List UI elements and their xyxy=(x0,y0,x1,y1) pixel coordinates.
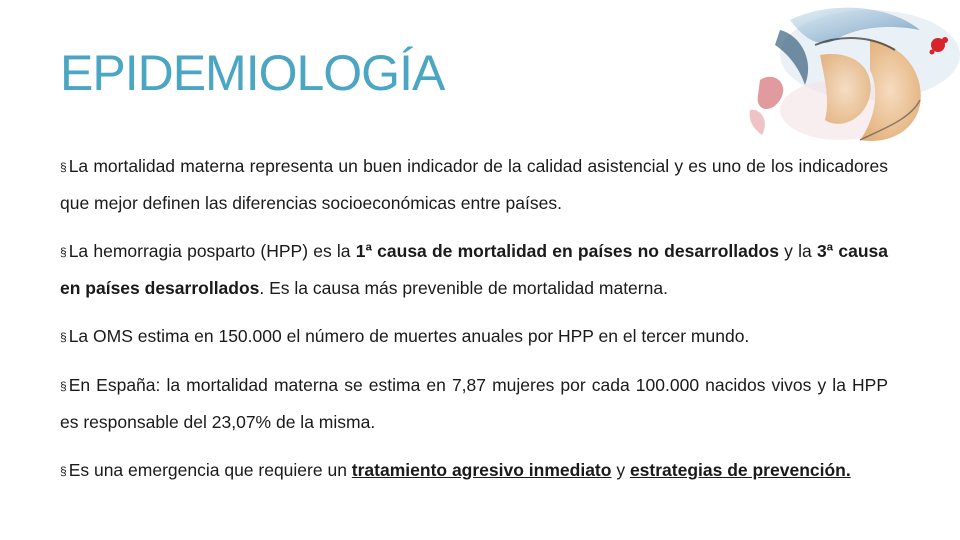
bullet-text: La OMS estima en 150.000 el número de muertes anuales por HPP en el tercer mundo. xyxy=(68,326,750,346)
bullet-text-underlined: tratamiento agresivo inmediato xyxy=(351,460,612,480)
bullet-marker-icon: § xyxy=(60,245,67,259)
bullet-item xyxy=(60,233,888,306)
bullet-text-bold: 1ª causa de mortalidad en países no desarrollados xyxy=(355,241,779,261)
bullet-text-underlined: estrategias de prevención. xyxy=(629,460,851,480)
bullet-text: y xyxy=(611,460,630,480)
bullet-text: . Es la causa más prevenible de mortalidad materna. xyxy=(259,278,668,298)
bullet-item xyxy=(60,148,888,221)
bullet-text: En España: la mortalidad materna se estima en 7,87 mujeres por cada 100.000 nacidos vivos y la HPP es responsable del 23,07% de la misma. xyxy=(60,375,888,432)
bullet-marker-icon: § xyxy=(60,330,67,344)
bullet-text: Es una emergencia que requiere un xyxy=(68,460,352,480)
page-title: EPIDEMIOLOGÍA xyxy=(60,45,445,101)
bullet-item xyxy=(60,318,888,355)
bullet-marker-icon: § xyxy=(60,464,67,478)
bullet-text: La hemorragia posparto (HPP) es la xyxy=(68,241,356,261)
bullet-item xyxy=(60,367,888,440)
bullet-text-bold: 3ª causa en países desarrollados xyxy=(60,241,888,298)
bullet-item xyxy=(60,452,888,489)
bullet-marker-icon: § xyxy=(60,160,67,174)
bullet-list xyxy=(60,148,888,501)
watercolor-pregnant-figure-illustration xyxy=(720,0,960,152)
bullet-marker-icon: § xyxy=(60,379,67,393)
bullet-text: y la xyxy=(778,241,817,261)
bullet-text: La mortalidad materna representa un buen indicador de la calidad asistencial y es uno de los indicadores que mejor definen las diferencias socioeconómicas entre países. xyxy=(60,156,888,213)
